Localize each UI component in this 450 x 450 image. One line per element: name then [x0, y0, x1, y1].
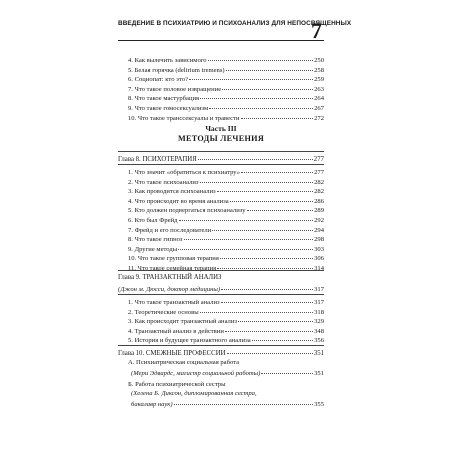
toc-entry-text: 2. Что такое психоанализ — [128, 178, 199, 186]
dot-leader — [212, 224, 313, 231]
toc-entry-text: 7. Фрейд и его последователи — [128, 226, 212, 234]
dot-leader — [189, 73, 313, 80]
toc-entry-page: 298 — [314, 236, 324, 244]
toc-entry — [131, 399, 324, 409]
toc-entry-page: 303 — [314, 245, 324, 253]
toc-entry — [128, 335, 324, 345]
chapter-author — [118, 284, 324, 294]
toc-entry-text: Глава 8. ПСИХОТЕРАПИЯ — [118, 156, 197, 163]
toc-entry-text: 9. Что такое гомосексуализм — [128, 105, 209, 112]
toc-entry-page: 250 — [314, 57, 324, 64]
toc-entry-text: (Хелена Б. Диксон, дипломированная сестра, — [131, 390, 257, 398]
toc-entry-page: 259 — [314, 76, 324, 84]
dot-leader — [217, 262, 313, 269]
dot-leader — [200, 92, 313, 99]
toc-entry-page: 355 — [314, 400, 324, 408]
toc-entry-text: 5. Белая горячка (delirium tremens) — [128, 66, 225, 74]
dot-leader — [209, 102, 313, 109]
chapter-heading — [118, 348, 324, 358]
toc-entry-page: 329 — [314, 318, 324, 326]
dot-leader — [178, 243, 313, 250]
part-label: Часть III — [205, 124, 237, 133]
toc-entry-text: 4. Транзактный анализ в действии — [128, 327, 224, 335]
dot-leader — [241, 166, 313, 173]
dot-leader — [208, 54, 314, 61]
toc-entry-text: (Мери Эдвардс, магистр социальной работы) — [131, 369, 261, 377]
chapter-divider — [118, 151, 324, 152]
toc-entry-page: 317 — [314, 286, 324, 293]
toc-entry-text: 9. Другие методы — [128, 245, 178, 253]
toc-entry-page: 282 — [314, 178, 324, 186]
toc-entry-text: 2. Теоретические основы — [128, 308, 199, 316]
toc-entry-page: 356 — [314, 337, 324, 345]
part-title: МЕТОДЫ ЛЕЧЕНИЯ — [177, 134, 265, 143]
toc-entry-page: 348 — [314, 327, 324, 335]
dot-leader — [174, 398, 314, 405]
toc-entry-page: 351 — [313, 350, 324, 357]
toc-entry-text: 5. Кто должен подвергаться психоанализу — [128, 207, 246, 215]
toc-entry-text: 6. Социопат: кто это? — [128, 76, 188, 84]
dot-leader — [179, 214, 314, 221]
toc-entry-page: 267 — [314, 105, 324, 112]
dot-leader — [184, 233, 314, 240]
chapter-heading — [118, 154, 324, 164]
dot-leader — [217, 185, 313, 192]
toc-entry-text: 3. Как происходит транзактный анализ — [128, 318, 237, 326]
running-header-title: ВВЕДЕНИЕ В ПСИХИАТРИЮ И ПСИХОАНАЛИЗ ДЛЯ НЕПОСВЯЩЕННЫХ — [118, 20, 352, 27]
toc-entry-page: 277 — [313, 156, 324, 163]
toc-entry-text: бакалавр наук) — [131, 400, 173, 408]
page-number: 7 — [311, 18, 322, 43]
toc-entry-page: 351 — [314, 369, 324, 377]
toc-entry-page: 264 — [314, 95, 324, 103]
toc-entry-text: 11. Что такое семейная терапия — [128, 265, 217, 272]
dot-leader — [227, 347, 313, 354]
chapter-divider — [118, 164, 324, 165]
toc-entry-text: (Джон м. Дюсси, доктор медицины) — [118, 286, 221, 293]
toc-entry-page: 314 — [314, 265, 324, 272]
toc-entry — [128, 113, 324, 123]
toc-entry — [128, 380, 324, 389]
chapter-divider — [118, 345, 324, 346]
toc-entry-page: 277 — [314, 169, 324, 176]
toc-entry-text: 5. История и будущее транзактного анализа — [128, 337, 251, 345]
dot-leader — [225, 325, 313, 332]
toc-entry — [128, 263, 324, 273]
dot-leader — [198, 153, 313, 160]
toc-entry-page: 282 — [314, 188, 324, 196]
toc-entry-page: 294 — [314, 226, 324, 234]
dot-leader — [200, 176, 314, 183]
toc-entry-text: 8. Что такое гипноз — [128, 236, 183, 244]
toc-entry-text: 1. Что значит «обратиться к психиатру» — [128, 169, 241, 176]
dot-leader — [220, 252, 313, 259]
dot-leader — [200, 306, 313, 313]
toc-entry-text: А. Психиатрическая социальная работа — [128, 359, 240, 366]
toc-entry-page: 292 — [314, 217, 324, 224]
toc-entry-text: 4. Как вылечить зависимого — [128, 57, 207, 64]
toc-entry-text: Глава 10. СМЕЖНЫЕ ПРОФЕССИИ — [118, 350, 226, 357]
toc-entry-text: 10. Что такое групповая терапия — [128, 255, 219, 263]
dot-leader — [230, 195, 313, 202]
dot-leader — [247, 204, 314, 211]
dot-leader — [241, 112, 314, 119]
toc-entry-page: 258 — [314, 66, 324, 74]
toc-entry-text: 6. Кто был Фрейд — [128, 217, 178, 224]
toc-entry-page: 318 — [314, 308, 324, 316]
toc-entry-text: Б. Работа психиатрической сестры — [128, 380, 226, 388]
toc-entry-page: 272 — [314, 114, 324, 122]
dot-leader — [252, 334, 313, 341]
dot-leader — [222, 83, 313, 90]
toc-entry-text: 3. Как проводится психоанализ — [128, 188, 216, 196]
toc-entry-text: 4. Что происходит во время анализа — [128, 197, 229, 205]
toc-entry-text: 7. Что такое половое извращение — [128, 85, 222, 93]
dot-leader — [221, 296, 314, 303]
toc-entry-page: 263 — [314, 85, 324, 93]
dot-leader — [226, 64, 313, 71]
toc-entry-text: Глава 9. ТРАНЗАКТНЫЙ АНАЛИЗ — [118, 274, 222, 281]
toc-entry — [131, 368, 324, 378]
toc-entry-text: 1. Что такое транзактный анализ — [128, 299, 220, 306]
toc-entry-text: 10. Что такое транссексуалы и травести — [128, 114, 240, 122]
dot-leader — [221, 283, 313, 290]
toc-entry-page: 286 — [314, 197, 324, 205]
chapter-divider — [118, 294, 324, 295]
toc-entry-text: 8. Что такое мастурбация — [128, 95, 200, 103]
chapter-heading — [118, 273, 324, 282]
dot-leader — [261, 367, 313, 374]
chapter-divider — [118, 270, 324, 271]
toc-entry-page: 317 — [314, 299, 324, 306]
toc-entry-page: 306 — [314, 255, 324, 263]
toc-entry-page: 289 — [314, 207, 324, 215]
dot-leader — [238, 315, 313, 322]
